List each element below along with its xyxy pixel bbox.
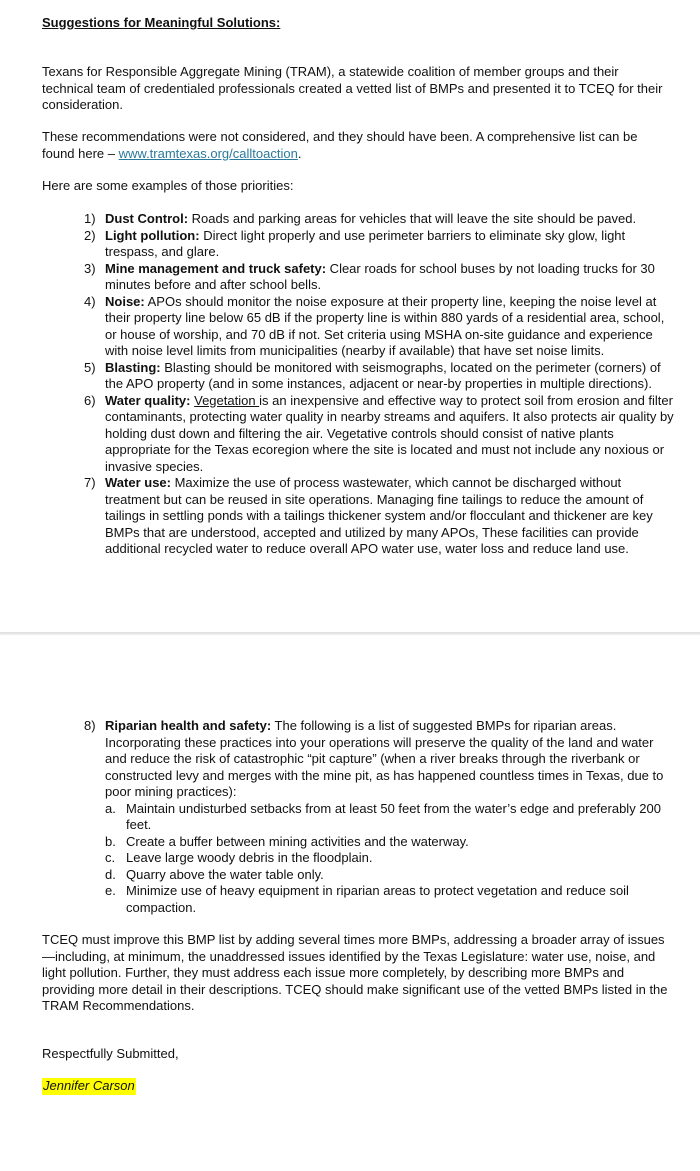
examples-intro: Here are some examples of those priorities:	[42, 178, 294, 193]
list-item	[84, 393, 676, 476]
list-item	[84, 228, 676, 261]
subitem-letter: b.	[105, 833, 116, 849]
list-item	[84, 718, 676, 916]
item-number: 1)	[84, 211, 96, 226]
item-title: Blasting:	[105, 359, 161, 375]
list-item	[84, 360, 676, 393]
list-item	[84, 211, 676, 228]
tram-link[interactable]: www.tramtexas.org/calltoaction	[118, 145, 298, 161]
item-title: Mine management and truck safety:	[105, 260, 327, 276]
list-item	[84, 475, 676, 558]
item-text: Roads and parking areas for vehicles that will leave the site should be paved.	[188, 211, 637, 226]
priorities-list	[84, 211, 676, 558]
item-text: Maximize the use of process wastewater, which cannot be discharged without treatment but can be reused in site operations. Managing fine tailings to reduce the amount of tailings in settling ponds with a tailings thickener system and/or flocculant and thickener are key BMPs that are understood, accepted and utilized by many APOs, These facilities can provide additional recycled water to reduce overall APO water use, water loss and reduce land use.	[105, 475, 653, 556]
item-number: 8)	[84, 718, 96, 733]
subitem-text: Maintain undisturbed setbacks from at least 50 feet from the water’s edge and preferably 200 feet.	[126, 800, 661, 832]
sublist-item	[105, 834, 676, 851]
intro-paragraph: Texans for Responsible Aggregate Mining (TRAM), a statewide coalition of member groups and their technical team of credentialed professionals created a vetted list of BMPs and presented it to TCEQ for their consideration.	[42, 64, 663, 112]
sublist-item	[105, 850, 676, 867]
item-title: Noise:	[105, 293, 145, 309]
item-text: APOs should monitor the noise exposure at their property line, keeping the noise level at their property line below 65 dB if the property line is within 880 yards of a residential area, school, or house of worship, and 70 dB if not. Set criteria using MSHA on-site guidance and experience with noise level limits from municipalities (nearby if available) that have set noise limits.	[105, 293, 665, 358]
item-title: Light pollution:	[105, 227, 200, 243]
subitem-text: Quarry above the water table only.	[126, 866, 324, 882]
item-text: Blasting should be monitored with seismographs, located on the perimeter (corners) of the APO property (and in some instances, adjacent or near-by properties in multiple directions).	[105, 359, 661, 391]
section-heading: Suggestions for Meaningful Solutions:	[42, 15, 281, 30]
item-title: Water use:	[105, 475, 171, 490]
item-title: Water quality:	[105, 392, 191, 408]
item-text: Clear roads for school buses by not loading trucks for 30 minutes before and after school bells.	[105, 260, 655, 292]
subitem-letter: e.	[105, 883, 116, 898]
item-number: 3)	[84, 260, 96, 276]
subitem-letter: d.	[105, 866, 116, 882]
recommendation-text: These recommendations were not considered, and they should have been. A comprehensive list can be found here –	[42, 129, 638, 161]
page-break	[0, 632, 700, 635]
item-number: 4)	[84, 293, 96, 309]
item-text: is an inexpensive and effective way to protect soil from erosion and filter contaminants, protecting water quality in nearby streams and aquifers. It also protects air quality by holding dust down and filtering the air. Vegetative controls should consist of native plants appropriate for the Texas ecoregion where the site is located and must not include any noxious or invasive species.	[105, 392, 674, 474]
subitem-text: Create a buffer between mining activities and the waterway.	[126, 833, 469, 849]
recommendation-end: .	[297, 145, 302, 161]
list-item	[84, 261, 676, 294]
riparian-bmp-sublist	[105, 801, 676, 917]
sublist-item	[105, 867, 676, 884]
recommendation-paragraph	[42, 129, 672, 162]
closing-line: Respectfully Submitted,	[42, 1046, 179, 1061]
item-number: 5)	[84, 359, 96, 375]
subitem-letter: c.	[105, 850, 116, 865]
item-number: 2)	[84, 227, 96, 243]
subitem-text: Minimize use of heavy equipment in riparian areas to protect vegetation and reduce soil compaction.	[126, 883, 629, 915]
priorities-list-continued	[84, 718, 676, 916]
sublist-item	[105, 801, 676, 834]
item-underlined-word: Vegetation	[194, 392, 260, 408]
subitem-text: Leave large woody debris in the floodplain.	[126, 850, 373, 865]
signature-name: Jennifer Carson	[43, 1078, 135, 1093]
subitem-letter: a.	[105, 800, 116, 816]
item-text: Direct light properly and use perimeter barriers to eliminate sky glow, light trespass, and glare.	[105, 227, 626, 259]
sublist-item	[105, 883, 676, 916]
conclusion-paragraph: TCEQ must improve this BMP list by adding several times more BMPs, addressing a broader array of issues—including, at minimum, the unaddressed issues identified by the Texas Legislature: water use, noise, and light pollution. Further, they must address each issue more completely, by describing more BMPs and providing more detail in their descriptions. TCEQ should make significant use of the vetted BMPs listed in the TRAM Recommendations.	[42, 932, 668, 1013]
item-title: Riparian health and safety:	[105, 718, 272, 733]
item-number: 7)	[84, 475, 96, 490]
item-text: The following is a list of suggested BMPs for riparian areas. Incorporating these practices into your operations will preserve the quality of the land and water and reduce the risk of catastrophic “pit capture” (when a river breaks through the riverbank or constructed levy and merges with the mine pit, as has happened countless times in Texas, due to poor mining practices):	[105, 718, 664, 799]
item-number: 6)	[84, 392, 96, 408]
list-item	[84, 294, 676, 360]
item-title: Dust Control:	[105, 211, 189, 226]
